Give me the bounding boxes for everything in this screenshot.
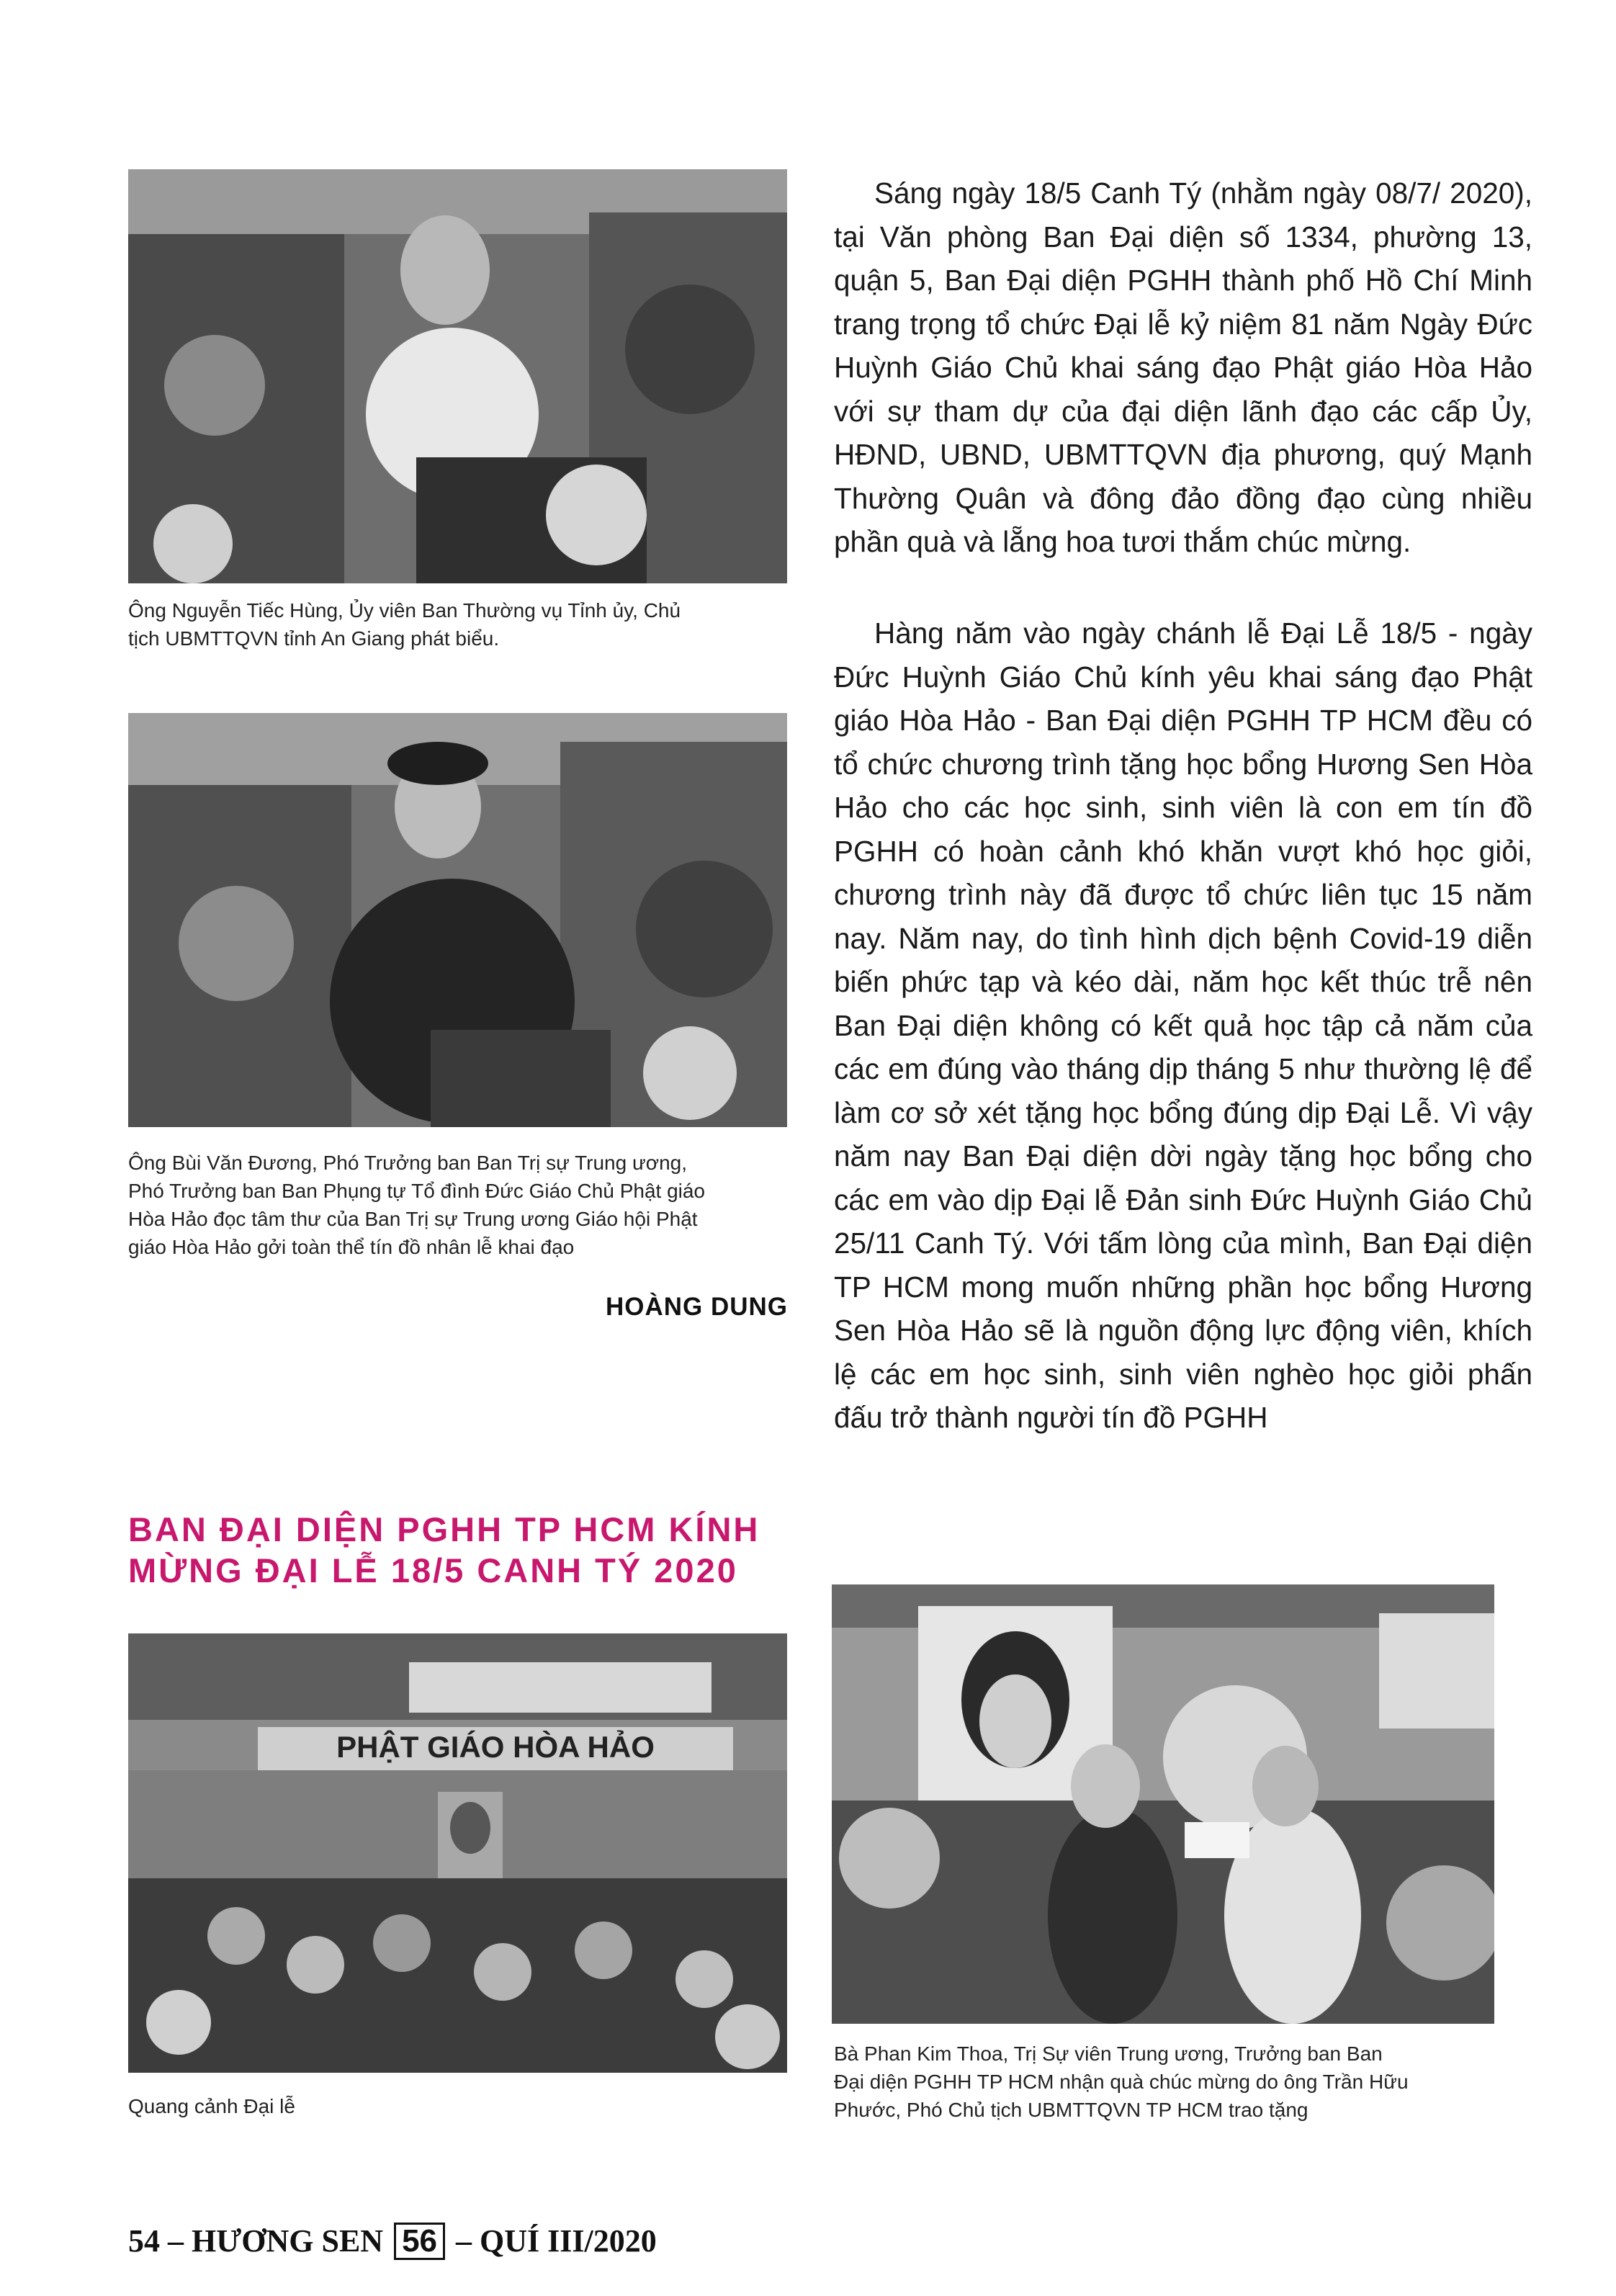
photo-speaker-bui-van-duong <box>128 713 787 1127</box>
photo-gift-presentation <box>832 1584 1494 2024</box>
photo-caption-2: Ông Bùi Văn Đương, Phó Trưởng ban Ban Trị sự Trung ương, Phó Trưởng ban Ban Phụng tự Tổ đình Đức Giáo Chủ Phật giáo Hòa Hảo đọc tâm thư của Ban Trị sự Trung ương Giáo hội Phật giáo Hòa Hảo gởi toàn thể tín đồ nhân lễ khai đạo <box>128 1152 706 1258</box>
photo-speaker-nguyen-tiec-hung <box>128 169 787 583</box>
issue-quarter: QUÍ III/2020 <box>480 2223 657 2259</box>
author-byline: HOÀNG DUNG <box>605 1293 788 1321</box>
article-headline: BAN ĐẠI DIỆN PGHH TP HCM KÍNH MỪNG ĐẠI LỄ 18/5 CANH TÝ 2020 <box>128 1510 760 1589</box>
photo-ceremony-hall <box>128 1633 787 2073</box>
hall-banner-text: PHẬT GIÁO HÒA HẢO <box>336 1730 655 1764</box>
issue-number: 56 <box>394 2223 445 2260</box>
photo-caption-4: Bà Phan Kim Thoa, Trị Sự viên Trung ương, Trưởng ban Ban Đại diện PGHH TP HCM nhận quà chúc mừng do ông Trần Hữu Phước, Phó Chủ tịch UBMTTQVN TP HCM trao tặng <box>834 2042 1409 2121</box>
body-paragraph-2: Hàng năm vào ngày chánh lễ Đại Lễ 18/5 - ngày Đức Huỳnh Giáo Chủ kính yêu khai sáng đạo Phật giáo Hòa Hảo - Ban Đại diện PGHH TP HCM đều có tổ chức chương trình tặng học bổng Hương Sen Hòa Hảo cho các học sinh, sinh viên là con em tín đồ PGHH có hoàn cảnh khó khăn vượt khó học giỏi, chương trình này đã được tổ chức liên tục 15 năm nay. Năm nay, do tình hình dịch bệnh Covid-19 diễn biến phức tạp và kéo dài, năm học kết thúc trễ nên Ban Đại diện không có kết quả học tập cả năm của các em đúng vào tháng dịp tháng 5 như thường lệ để làm cơ sở xét tặng học bổng đúng dịp Đại Lễ. Vì vậy năm nay Ban Đại diện dời ngày tặng học bổng cho các em vào dịp Đại lễ Đản sinh Đức Huỳnh Giáo Chủ 25/11 Canh Tý. Với tấm lòng của mình, Ban Đại diện TP HCM mong muốn những phần học bổng Hương Sen Hòa Hảo sẽ là nguồn động lực động viên, khích lệ các em học sinh, sinh viên nghèo học giỏi phấn đấu trở thành người tín đồ PGHH <box>834 616 1532 1434</box>
page-number: 54 <box>128 2223 160 2259</box>
magazine-name: HƯƠNG SEN <box>192 2223 384 2259</box>
photo-caption-3: Quang cảnh Đại lễ <box>128 2095 295 2117</box>
photo-caption-1: Ông Nguyễn Tiếc Hùng, Ủy viên Ban Thường vụ Tỉnh ủy, Chủ tịch UBMTTQVN tỉnh An Giang phát biểu. <box>128 599 681 650</box>
body-paragraph-1: Sáng ngày 18/5 Canh Tý (nhằm ngày 08/7/ 2020), tại Văn phòng Ban Đại diện số 1334, phường 13, quận 5, Ban Đại diện PGHH thành phố Hồ Chí Minh trang trọng tổ chức Đại lễ kỷ niệm 81 năm Ngày Đức Huỳnh Giáo Chủ khai sáng đạo Phật giáo Hòa Hảo với sự tham dự của đại diện lãnh đạo các cấp Ủy, HĐND, UBND, UBMTTQVN địa phương, quý Mạnh Thường Quân và đông đảo đồng đạo cùng nhiều phần quà và lẵng hoa tươi thắm chúc mừng. <box>834 176 1532 558</box>
page-footer: 54 – HƯƠNG SEN 56 – QUÍ III/2020 <box>128 2223 657 2259</box>
